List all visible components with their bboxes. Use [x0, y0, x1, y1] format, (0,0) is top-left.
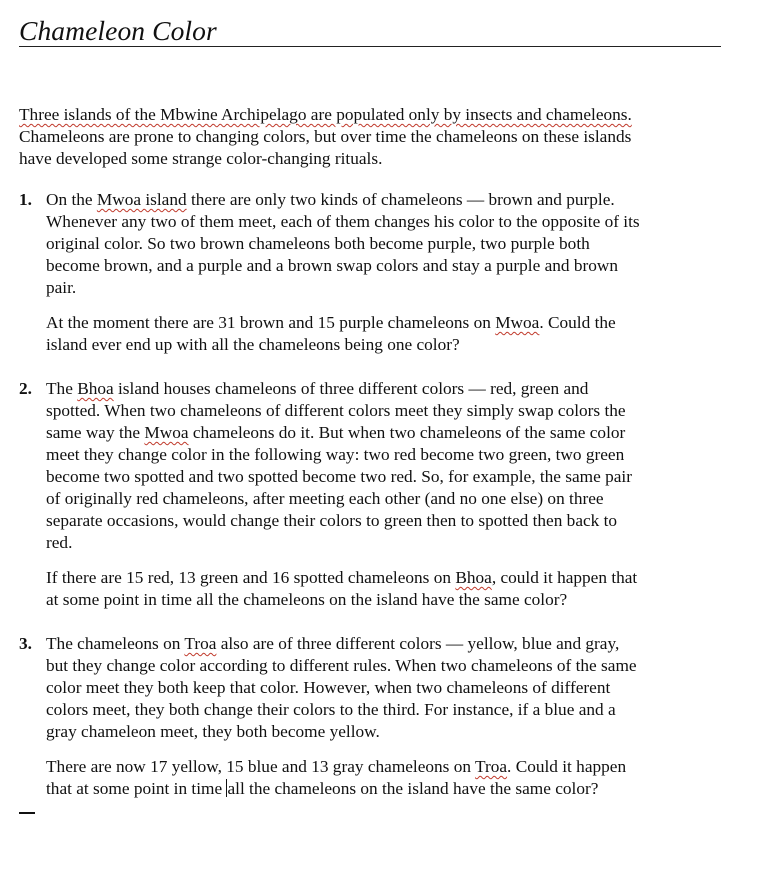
- problem-1-question: At the moment there are 31 brown and 15 purple chameleons on Mwoa. Could the island ever end up with all the chameleons being one color?: [46, 313, 616, 354]
- problem-2-statement: The Bhoa island houses chameleons of three different colors — red, green and spotted. When two chameleons of different colors meet they simply swap colors the same way the Mwoa chameleons do it. But when two chameleons of the same color meet they change color in the following way: two red become two green, two green become two spotted and two spotted become two red. So, for example, the same pair of originally red chameleons, after meeting each other (and no one else) on three separate occasions, would change their colors to green then to spotted then back to red.: [46, 379, 632, 552]
- misspelled-word: Bhoa: [77, 379, 114, 398]
- document-title: Chameleon Color: [19, 15, 217, 46]
- problem-2-number: 2.: [19, 379, 32, 398]
- intro-sentence-1: Three islands of the Mbwine Archipelago are populated only by insects and chameleons.: [19, 105, 632, 124]
- problem-3-question: There are now 17 yellow, 15 blue and 13 gray chameleons on Troa. Could it happen that at some point in time all the chameleons on the island have the same color?: [46, 757, 627, 798]
- misspelled-word: Bhoa: [455, 568, 492, 587]
- misspelled-word: Mwoa: [495, 313, 540, 332]
- problem-2[interactable]: [19, 378, 735, 611]
- problem-3-number: 3.: [19, 634, 32, 653]
- problem-2-question: If there are 15 red, 13 green and 16 spotted chameleons on Bhoa, could it happen that at some point in time all the chameleons on the island have the same color?: [46, 568, 638, 609]
- problem-3[interactable]: [19, 633, 735, 800]
- title-underline: [19, 46, 721, 47]
- problem-2-body: [46, 378, 736, 611]
- problem-3-statement: The chameleons on Troa also are of three different colors — yellow, blue and gray, but they change color according to different rules. When two chameleons of the same color meet they both keep that color. However, when two chameleons of different colors meet, they both change their colors to the third. For instance, if a blue and a gray chameleon meet, they both become yellow.: [46, 634, 637, 741]
- problem-3-body: [46, 633, 736, 800]
- misspelled-word: Troa: [475, 757, 508, 776]
- insertion-cursor-marker: [19, 812, 35, 814]
- misspelled-word: Troa: [184, 634, 217, 653]
- intro-line-3: have developed some strange color-changing rituals.: [19, 149, 383, 168]
- intro-paragraph[interactable]: [19, 104, 735, 170]
- problem-1-number: 1.: [19, 190, 32, 209]
- problem-1[interactable]: [19, 189, 735, 356]
- problem-1-statement: On the Mwoa island there are only two kinds of chameleons — brown and purple. Whenever any two of them meet, each of them changes his color to the opposite of its original color. So two brown chameleons both become purple, two purple both become brown, and a purple and a brown swap colors and stay a purple and brown pair.: [46, 190, 640, 297]
- problem-1-body: [46, 189, 736, 356]
- misspelled-word: Mwoa island: [96, 190, 187, 209]
- misspelled-word: Mwoa: [144, 423, 189, 442]
- intro-line-2: Chameleons are prone to changing colors, but over time the chameleons on these islands: [19, 127, 632, 146]
- intro-line-1: [19, 104, 735, 126]
